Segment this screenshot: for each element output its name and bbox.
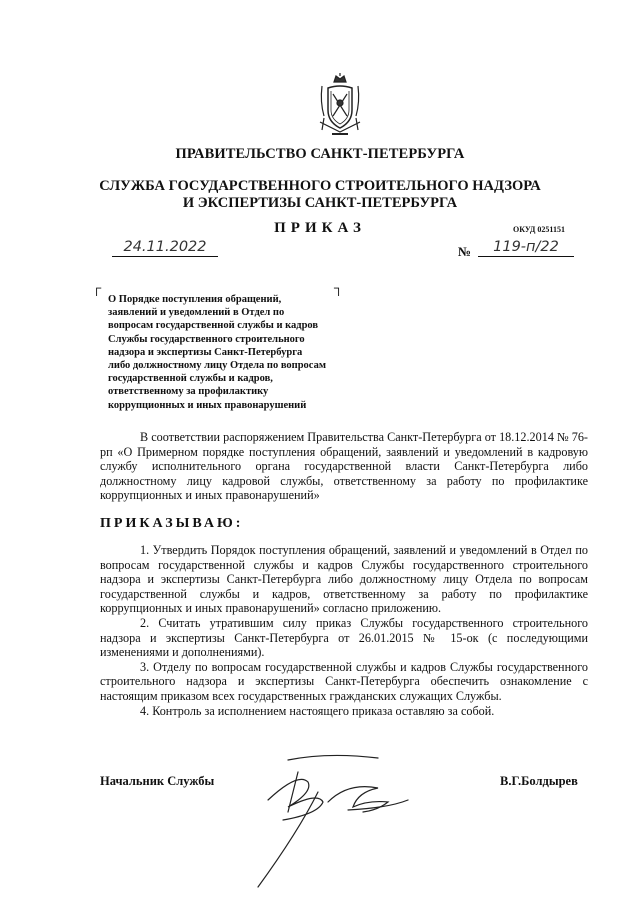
order-item: 1. Утвердить Порядок поступления обращений, заявлений и уведомлений в Отдел по вопросам государственной службы и кадров Службы государственного строительного надзора и экспертизы Санкт-Петербурга либо должностному лицу Отдела по вопросам государственной службы и кадров, ответственному за работу по профилактике коррупционных и иных правонарушений» согласно приложению. <box>100 543 588 616</box>
signatory-position: Начальник Службы <box>100 774 215 788</box>
order-item: 2. Считать утратившим силу приказ Службы государственного строительного надзора и экспертизы Санкт-Петербурга от 26.01.2015 № 15-ок (с последующими изменениями и дополнениями). <box>100 615 588 660</box>
signatory-name: В.Г.Болдырев <box>500 774 578 788</box>
order-items <box>100 543 588 718</box>
order-item: 3. Отделу по вопросам государственной службы и кадров Службы государственного строительного надзора и экспертизы Санкт-Петербурга обеспечить ознакомление с настоящим приказом всех государственных гражданских служащих Службы. <box>100 659 588 703</box>
handwritten-signature <box>228 752 428 892</box>
document-type: ПРИКАЗ <box>274 220 366 236</box>
coat-of-arms-icon <box>318 72 362 138</box>
government-title: ПРАВИТЕЛЬСТВО САНКТ-ПЕТЕРБУРГА <box>175 146 465 162</box>
document-number: 119-п/22 <box>478 238 574 257</box>
document-date: 24.11.2022 <box>112 238 218 257</box>
service-title: СЛУЖБА ГОСУДАРСТВЕННОГО СТРОИТЕЛЬНОГО НАДЗОРА И ЭКСПЕРТИЗЫ САНКТ-ПЕТЕРБУРГА <box>99 178 541 211</box>
corner-bracket-right: ┐ <box>334 280 344 295</box>
document-title: О Порядке поступления обращений, заявлений и уведомлений в Отдел по вопросам государственной службы и кадров Службы государственного строительного надзора и экспертизы Санкт-Петербурга либо должностному лицу Отдела по вопросам государственной службы и кадров, ответственному за профилактику коррупционных и иных правонарушений <box>108 294 326 411</box>
preamble: В соответствии распоряжением Правительства Санкт-Петербурга от 18.12.2014 № 76-рп «О Примерном порядке поступления обращений, заявлений и уведомлений в кадровую службу исполнительного органа государственной власти Санкт-Петербурга либо должностному лицу кадровой службы, ответственному за работу по профилактике коррупционных и иных правонарушений» <box>100 430 588 503</box>
order-heading: ПРИКАЗЫВАЮ: <box>100 516 244 531</box>
order-item: 4. Контроль за исполнением настоящего приказа оставляю за собой. <box>140 703 495 718</box>
corner-bracket-left: ┌ <box>92 280 102 295</box>
number-sign: № <box>458 244 472 259</box>
okud-code: ОКУД 0251151 <box>513 225 565 234</box>
